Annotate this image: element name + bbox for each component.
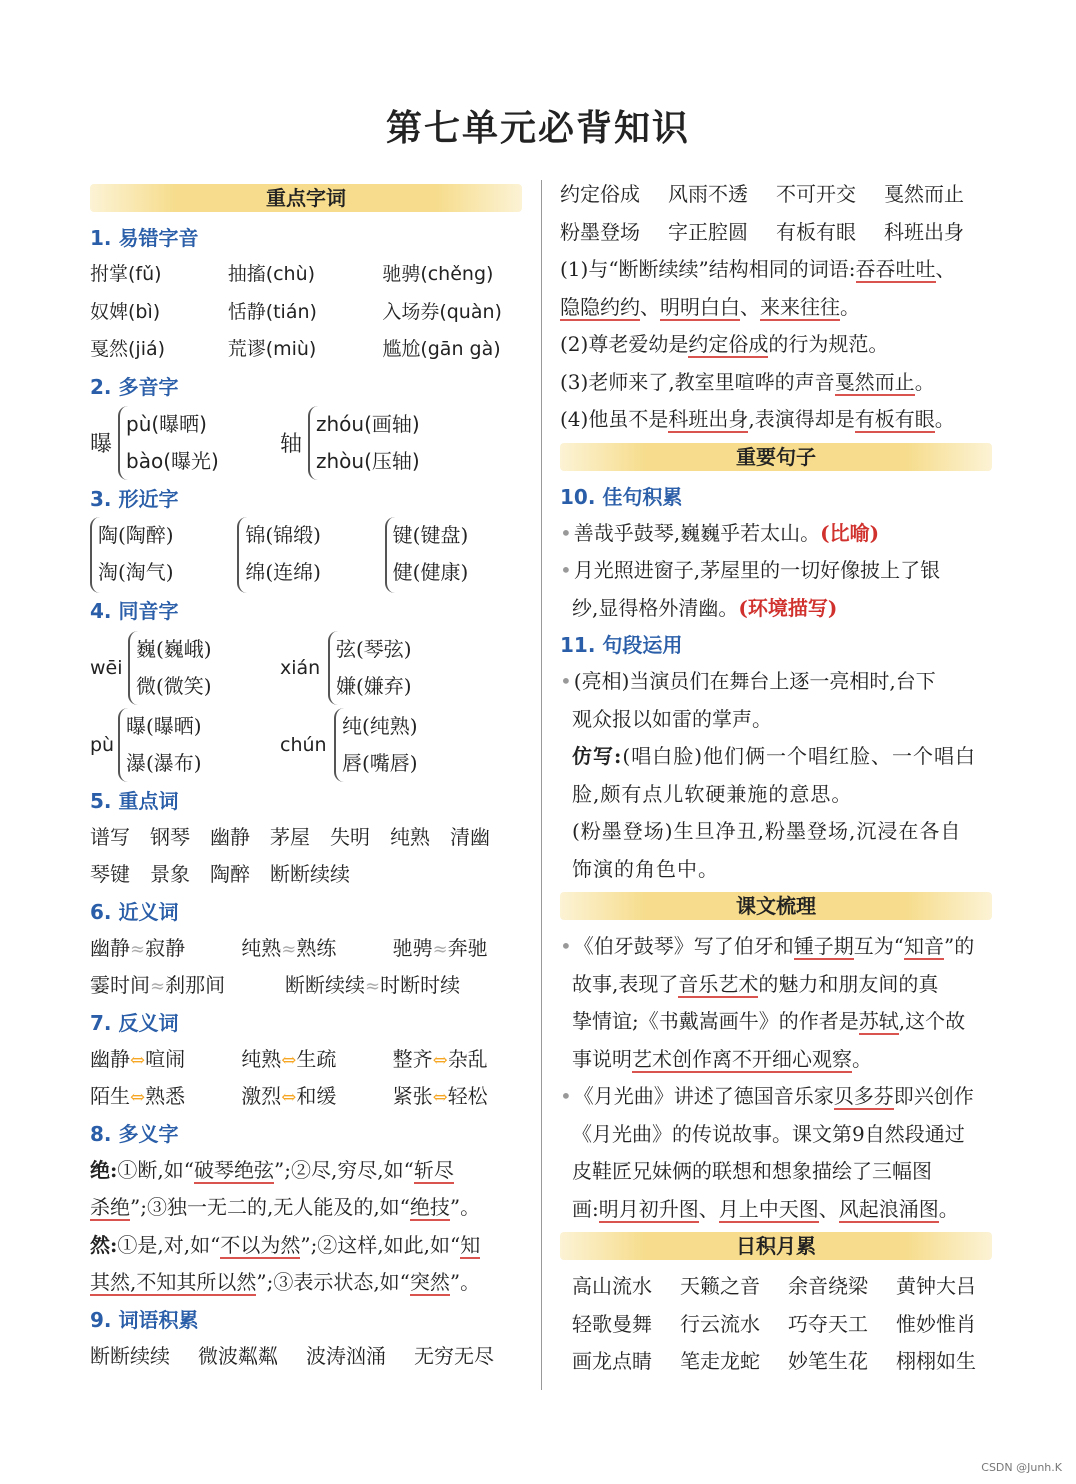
sentence-line: 纱,显得格外清幽。(环境描写) (572, 595, 838, 620)
antonym-pair: 紧张⇔轻松 (392, 1084, 488, 1108)
similar-group: 键(键盘) 健(健康) (385, 517, 522, 593)
imitation-line: 脸,颇有点儿软硬兼施的意思。 (572, 781, 853, 806)
summary-line: 皮鞋匠兄妹俩的联想和想象描绘了三幅图 (572, 1159, 932, 1183)
similar-group: 锦(锦缎) 绵(连绵) (237, 517, 374, 593)
key-word: 纯熟 (390, 824, 430, 849)
idiom-line: 粉墨登场 字正腔圆 有板有眼 科班出身 (560, 219, 964, 244)
pronunciation-item: 抽搐(chù) (227, 263, 316, 285)
sentence-line: • 月光照进窗子,茅屋里的一切好像披上了银 (560, 558, 941, 582)
banner-daily-accumulation: 日积月累 (560, 1232, 992, 1260)
idiom-line: 轻歌曼舞 行云流水 巧夺天工 惟妙惟肖 (572, 1311, 976, 1336)
pronunciation-item: 荒谬(miù) (227, 338, 317, 360)
summary-line: 故事,表现了音乐艺术的魅力和朋友间的真 (572, 971, 939, 996)
pronunciation-item: 拊掌(fǔ) (90, 263, 162, 285)
antonym-symbol: ⇔ (130, 1049, 146, 1071)
homophone-group: xián 弦(琴弦) 嫌(嫌弃) (280, 629, 470, 707)
polyphone-group: 曝 pù(曝晒) bào(曝光) (90, 405, 280, 481)
homophone-group: chún 纯(纯熟) 唇(嘴唇) (280, 707, 470, 783)
heading-polysemy: 8. 多义字 (90, 1121, 179, 1146)
summary-line: 挚情谊;《书戴嵩画牛》的作者是苏轼,这个故 (572, 1009, 966, 1033)
antonym-pair: 整齐⇔杂乱 (392, 1046, 488, 1071)
key-word: 钢琴 (150, 824, 190, 849)
exercise-line: (2)尊老爱幼是约定俗成的行为规范。 (560, 332, 889, 356)
page-title: 第七单元必背知识 (385, 108, 690, 149)
key-words-line (90, 856, 522, 894)
antonym-pair: 陌生⇔熟悉 (90, 1084, 186, 1108)
heading-similar-chars: 3. 形近字 (90, 486, 179, 511)
idiom-line: 高山流水 天籁之音 余音绕梁 黄钟大吕 (572, 1274, 976, 1298)
imitation-line: 饰演的角色中。 (572, 856, 719, 881)
antonym-symbol: ⇔ (432, 1049, 448, 1071)
antonym-symbol: ⇔ (432, 1087, 448, 1108)
approx-symbol: ≈ (281, 938, 297, 960)
homophone-list (90, 629, 522, 783)
key-word: 茅屋 (270, 824, 310, 849)
right-column (560, 176, 992, 1381)
banner-key-sentences: 重要句子 (560, 443, 992, 471)
homophone-group: pù 曝(曝晒) 瀑(瀑布) (90, 707, 280, 783)
heading-antonyms: 7. 反义词 (90, 1010, 179, 1035)
pronunciation-item: 尴尬(gān gà) (382, 338, 501, 360)
vocabulary-line: 断断续续 微波粼粼 波涛汹涌 无穷无尽 (90, 1343, 494, 1368)
key-word: 幽静 (210, 824, 250, 849)
synonym-row (90, 930, 522, 968)
synonym-pair: 幽静≈寂静 (90, 935, 186, 960)
key-word: 琴键 (90, 862, 130, 886)
similar-chars-list (90, 517, 522, 593)
key-word: 失明 (330, 824, 370, 849)
heading-synonyms: 6. 近义词 (90, 899, 179, 924)
key-words-line (90, 819, 522, 857)
homophone-group: wēi 巍(巍峨) 微(微笑) (90, 629, 280, 707)
exercise-line: 隐隐约约、明明白白、来来往往。 (560, 294, 860, 319)
polysemy-line: 杀绝”;③独一无二的,无人能及的,如“绝技”。 (90, 1195, 481, 1219)
pronunciation-list (90, 256, 522, 369)
antonym-symbol: ⇔ (281, 1049, 297, 1071)
key-word: 清幽 (450, 824, 490, 849)
key-word: 陶醉 (210, 862, 250, 886)
pronunciation-item: 戛然(jiá) (90, 338, 166, 360)
antonym-symbol: ⇔ (130, 1087, 146, 1108)
polysemy-line: 其然,不知其所以然”;③表示状态,如“突然”。 (90, 1270, 481, 1294)
heading-pronunciation: 1. 易错字音 (90, 226, 199, 250)
polysemy-line: 绝:①断,如“破琴绝弦”;②尽,穷尽,如“斩尽 (90, 1157, 454, 1182)
pronunciation-item: 奴婢(bì) (90, 300, 161, 323)
synonym-row (90, 967, 522, 1005)
usage-line: 观众报以如雷的掌声。 (572, 706, 772, 731)
synonym-pair: 驰骋≈奔驰 (392, 935, 488, 960)
approx-symbol: ≈ (150, 976, 166, 997)
summary-line: 画:明月初升图、月上中天图、风起浪涌图。 (572, 1196, 959, 1221)
similar-group: 陶(陶醉) 淘(淘气) (90, 517, 227, 593)
approx-symbol: ≈ (432, 938, 448, 960)
banner-key-words: 重点字词 (90, 184, 522, 212)
approx-symbol: ≈ (365, 976, 381, 997)
synonym-pair: 纯熟≈熟练 (241, 935, 337, 960)
key-word: 断断续续 (270, 862, 350, 886)
column-divider (541, 180, 542, 1390)
imitation-line: 仿写:(唱白脸)他们俩一个唱红脸、一个唱白 (572, 744, 976, 768)
pronunciation-row (90, 331, 522, 369)
heading-homophone: 4. 同音字 (90, 598, 179, 623)
approx-symbol: ≈ (130, 938, 146, 960)
summary-line: 《月光曲》的传说故事。课文第9自然段通过 (572, 1121, 965, 1146)
antonym-row (90, 1078, 522, 1116)
antonym-pair: 激烈⇔和缓 (241, 1084, 337, 1108)
polysemy-line: 然:①是,对,如“不以为然”;②这样,如此,如“知 (90, 1232, 481, 1257)
antonym-symbol: ⇔ (281, 1087, 297, 1108)
exercise-line: (3)老师来了,教室里喧哗的声音戛然而止。 (560, 369, 935, 394)
antonym-pair: 幽静⇔喧闹 (90, 1046, 186, 1071)
synonyms-list (90, 930, 522, 1005)
banner-text-summary: 课文梳理 (560, 892, 992, 920)
polyphone-list (90, 405, 522, 481)
key-word: 景象 (150, 862, 190, 886)
polyphone-group: 轴 zhóu(画轴) zhòu(压轴) (280, 405, 470, 481)
synonym-pair: 断断续续≈时断时续 (285, 973, 461, 997)
heading-key-words: 5. 重点词 (90, 788, 179, 813)
pronunciation-item: 入场券(quàn) (382, 300, 502, 323)
exercise-line: (4)他虽不是科班出身,表演得却是有板有眼。 (560, 407, 955, 431)
pronunciation-item: 恬静(tián) (227, 300, 317, 323)
sentence-line: • 善哉乎鼓琴,巍巍乎若太山。(比喻) (560, 520, 880, 545)
usage-line: • (亮相)当演员们在舞台上逐一亮相时,台下 (560, 669, 936, 693)
pronunciation-row (90, 256, 522, 294)
heading-polyphone: 2. 多音字 (90, 374, 179, 399)
watermark-credit: CSDN @Junh.K (981, 1461, 1062, 1474)
summary-line: 事说明艺术创作离不开细心观察。 (572, 1046, 872, 1071)
heading-sentence-usage: 11. 句段运用 (560, 633, 683, 657)
heading-fine-sentences: 10. 佳句积累 (560, 484, 683, 509)
idiom-line: 画龙点睛 笔走龙蛇 妙笔生花 栩栩如生 (572, 1349, 976, 1373)
imitation-line: (粉墨登场)生旦净丑,粉墨登场,沉浸在各自 (572, 819, 962, 843)
summary-line: • 《伯牙鼓琴》写了伯牙和锺子期互为“知音”的 (560, 934, 975, 958)
idiom-line: 约定俗成 风雨不透 不可开交 戛然而止 (560, 182, 964, 206)
summary-line: • 《月光曲》讲述了德国音乐家贝多芬即兴创作 (560, 1084, 974, 1108)
exercise-line: (1)与“断断续续”结构相同的词语:吞吞吐吐、 (560, 257, 956, 281)
pronunciation-item: 驰骋(chěng) (382, 263, 494, 285)
antonym-row (90, 1041, 522, 1079)
antonym-pair: 纯熟⇔生疏 (241, 1046, 337, 1071)
key-word: 谱写 (90, 824, 130, 849)
synonym-pair: 霎时间≈刹那间 (90, 973, 226, 997)
antonyms-list (90, 1041, 522, 1116)
heading-vocabulary: 9. 词语积累 (90, 1307, 199, 1332)
left-column (90, 180, 522, 1375)
pronunciation-row (90, 294, 522, 332)
